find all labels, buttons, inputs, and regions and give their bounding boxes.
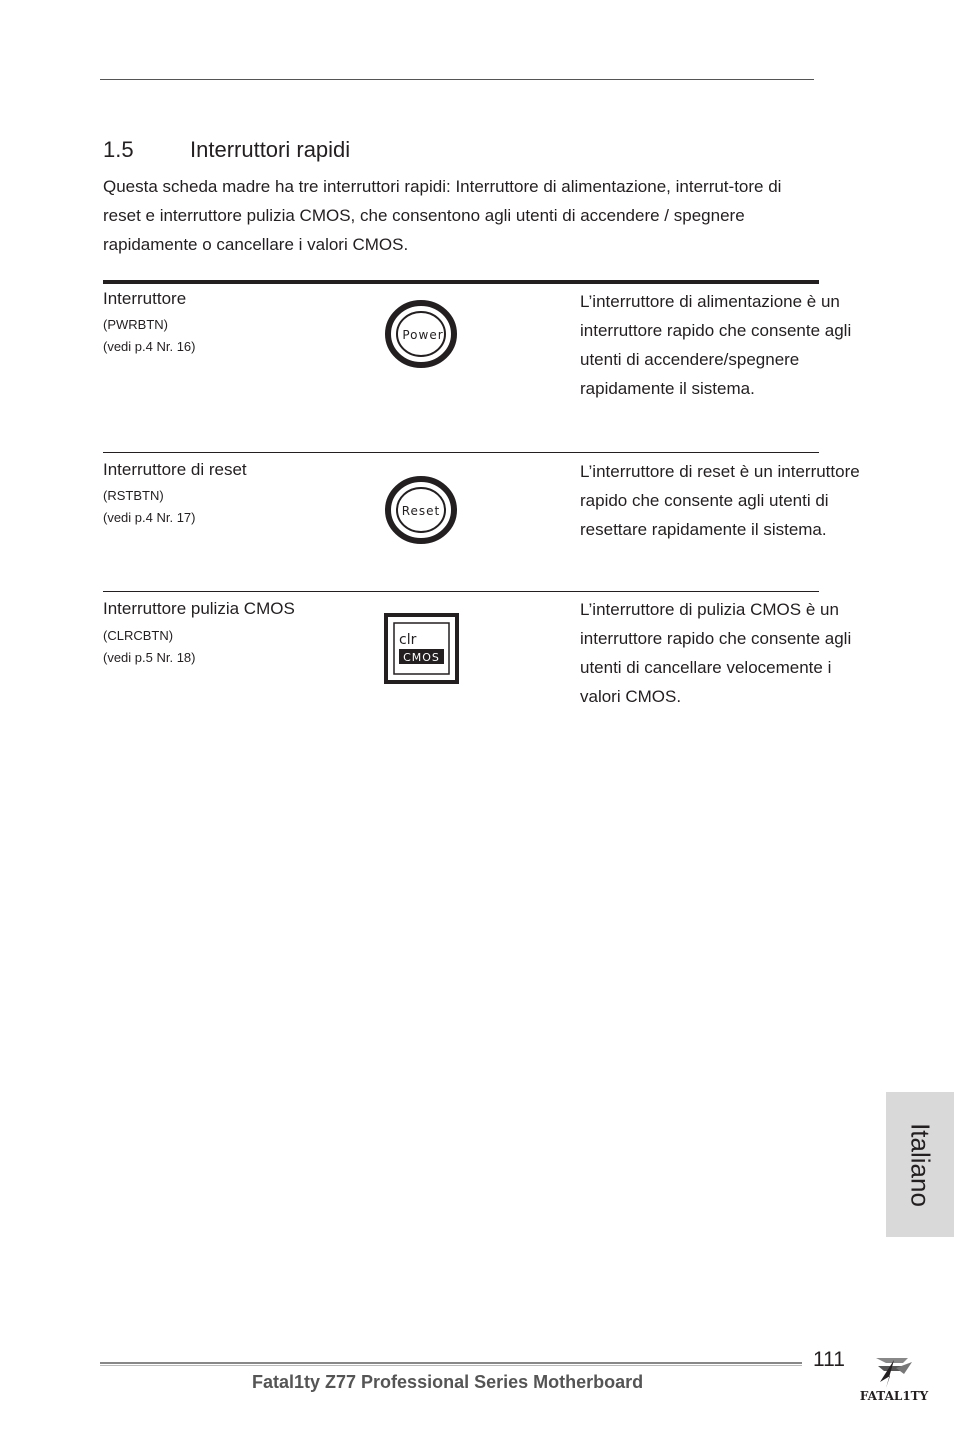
- row-divider: [103, 452, 819, 453]
- section-title: Interruttori rapidi: [190, 137, 351, 162]
- reset-icon-label: Reset: [401, 504, 441, 518]
- page-number: 111: [813, 1348, 845, 1371]
- reset-switch-description: L’interruttore di reset è un interruttore rapido che consente agli utenti di resettare rapidamente il sistema.: [580, 462, 860, 539]
- footer-rule-thin: [100, 1365, 802, 1366]
- power-button-icon: [383, 298, 461, 372]
- cmos-switch-header: (CLRCBTN): [103, 628, 174, 643]
- section-number: 1.5: [103, 137, 134, 162]
- reset-switch-title: Interruttore di reset: [103, 460, 247, 479]
- clear-cmos-button-icon: [384, 613, 460, 685]
- language-tab: [886, 1092, 954, 1237]
- logo-wordmark: FATAL1TY: [859, 1389, 929, 1403]
- top-rule: [100, 79, 814, 80]
- reset-switch-ref: (vedi p.4 Nr. 17): [103, 510, 196, 525]
- language-tab-label: Italiano: [905, 1122, 936, 1207]
- cmos-switch-ref: (vedi p.5 Nr. 18): [103, 650, 196, 665]
- power-switch-ref: (vedi p.4 Nr. 16): [103, 339, 196, 354]
- section-heading: [103, 137, 350, 163]
- power-icon-label: Power: [402, 328, 444, 342]
- cmos-switch-title: Interruttore pulizia CMOS: [103, 599, 295, 618]
- footer-rule: [100, 1362, 802, 1364]
- fatal1ty-logo-icon: [856, 1354, 932, 1406]
- intro-paragraph: Questa scheda madre ha tre interruttori rapidi: Interruttore di alimentazione, interrut-tore di reset e interruttore pulizia CMOS, che consentono agli utenti di accendere / spegnere rapidamente o cancellare i valori CMOS.: [103, 177, 782, 254]
- power-switch-description: L’interruttore di alimentazione è un interruttore rapido che consente agli utenti di accendere/spegnere rapidamente il sistema.: [580, 292, 852, 398]
- cmos-icon-label-bottom: CMOS: [403, 651, 440, 664]
- power-switch-title: Interruttore: [103, 289, 187, 308]
- cmos-switch-description: L’interruttore di pulizia CMOS è un interruttore rapido che consente agli utenti di cancellare velocemente i valori CMOS.: [580, 600, 852, 706]
- cmos-icon-label-top: clr: [399, 632, 417, 648]
- power-switch-header: (PWRBTN): [103, 317, 168, 332]
- table-top-rule: [103, 280, 819, 284]
- reset-switch-header: (RSTBTN): [103, 488, 164, 503]
- reset-button-icon: [383, 474, 461, 548]
- row-divider: [103, 591, 819, 592]
- footer-title: Fatal1ty Z77 Professional Series Motherboard: [252, 1372, 644, 1392]
